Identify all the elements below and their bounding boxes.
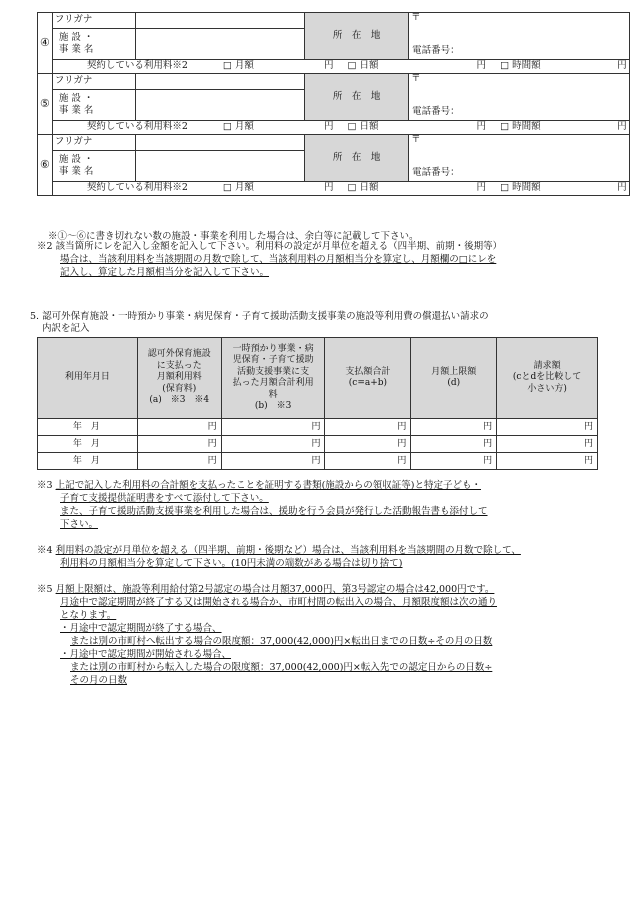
address-field[interactable] [409, 74, 630, 121]
note-3 [37, 479, 602, 531]
furigana-label: フリガナ [52, 135, 135, 151]
note-3-mark: ※3 [37, 480, 53, 491]
note-2-line-2: 場合は、当該利用料を当該期間の月数で除して、当該利用料の月額相当分を算定し、月額欄の□にレを [60, 254, 497, 265]
postal-mark: 〒 [411, 134, 421, 145]
cost-header-3: 支払額合計 (c=a+b) [325, 338, 411, 419]
year-month-cell[interactable]: 年 月 [38, 436, 138, 453]
furigana-label: フリガナ [52, 74, 135, 90]
location-label: 所 在 地 [305, 74, 409, 121]
note-5-line-8: その月の日数 [70, 675, 128, 686]
note-5-line-3: となります。 [60, 610, 117, 621]
monthly-check[interactable]: □ 月額 [222, 60, 254, 72]
contract-label: 契約している利用料※2 [86, 182, 188, 194]
note-5-line-1: 月額上限額は、施設等利用給付第2号認定の場合は月額37,000円、第3号認定の場合は42,000円です。 [55, 584, 495, 595]
note-4-mark: ※4 [37, 545, 53, 556]
cost-header-5: 請求額 (cとdを比較して 小さい方) [497, 338, 598, 419]
table-row [38, 419, 598, 436]
note-4-line-1: 利用料の設定が月単位を超える（四半期、前期・後期など）場合は、当該利用料を当該期間の月数で除して、 [55, 545, 521, 556]
hourly-check[interactable]: □ 時間額 [500, 182, 541, 194]
postal-mark: 〒 [411, 12, 421, 23]
section-5-line-1: 5. 認可外保育施設・一時預かり事業・病児保育・子育て援助活動支援事業の施設等利用費の償還払い請求の [30, 311, 489, 322]
address-field[interactable] [409, 135, 630, 182]
amount-c-cell[interactable]: 円 [325, 419, 411, 436]
note-2-line-3: 記入し、算定した月額相当分を記入して下さい。 [60, 267, 270, 278]
phone-label: 電話番号： [412, 106, 460, 118]
daily-yen: 円 [476, 121, 487, 133]
note-3-line-3: また、子育て援助活動支援事業を利用した場合は、援助を行う会員が発行した活動報告書も添付して [60, 506, 488, 517]
note-5-line-6: ・月途中で認定期間が開始される場合、 [60, 649, 232, 660]
phone-label: 電話番号： [412, 45, 460, 57]
monthly-yen: 円 [323, 182, 334, 194]
year-month-cell[interactable]: 年 月 [38, 419, 138, 436]
note-2-mark: ※2 [37, 241, 53, 252]
contract-label: 契約している利用料※2 [86, 60, 188, 72]
facility-name-input[interactable] [135, 29, 305, 60]
furigana-input[interactable] [135, 135, 305, 151]
note-5-line-2: 月途中で認定期間が終了する又は開始される場合か、市町村間の転出入の場合、月額限度額は次の通り [60, 597, 498, 608]
amount-a-cell[interactable]: 円 [137, 453, 221, 470]
facility-name-input[interactable] [135, 90, 305, 121]
cost-header-0: 利用年月日 [38, 338, 138, 419]
daily-check[interactable]: □ 日額 [347, 121, 379, 133]
note-5-line-7: または別の市町村から転入した場合の限度額：37,000(42,000)円×転入先での認定日からの日数÷ [70, 662, 493, 673]
section-5-line-2: 内訳を記入 [42, 323, 90, 334]
address-field[interactable] [409, 13, 630, 60]
location-label: 所 在 地 [305, 13, 409, 60]
note-3-line-2: 子育て支援提供証明書をすべて添付して下さい。 [60, 493, 269, 504]
monthly-yen: 円 [323, 121, 334, 133]
contract-row [52, 182, 629, 196]
furigana-input[interactable] [135, 13, 305, 29]
note-5-line-5: または別の市町村へ転出する場合の限度額：37,000(42,000)円×転出日までの日数÷その月の日数 [70, 636, 493, 647]
facility-name-label: 施 設 ・ 事 業 名 [52, 151, 135, 182]
contract-row [52, 60, 629, 74]
amount-e-cell[interactable]: 円 [497, 436, 598, 453]
hourly-check[interactable]: □ 時間額 [500, 60, 541, 72]
cost-table [37, 337, 598, 470]
amount-d-cell[interactable]: 円 [411, 419, 497, 436]
hourly-yen: 円 [617, 60, 627, 72]
note-4 [37, 544, 602, 570]
hourly-yen: 円 [617, 121, 627, 133]
note-2 [37, 240, 602, 279]
note-3-line-4: 下さい。 [60, 519, 99, 530]
amount-e-cell[interactable]: 円 [497, 419, 598, 436]
note-5-mark: ※5 [37, 584, 53, 595]
facility-number: ⑤ [38, 74, 53, 135]
cost-header-2: 一時預かり事業・病 児保育・子育て援助 活動支援事業に支 払った月額合計利用 料 (b) ※3 [221, 338, 325, 419]
note-3-line-1: 上記で記入した利用料の合計額を支払ったことを証明する書類(施設からの領収証等)と特定子ども・ [55, 480, 481, 491]
daily-check[interactable]: □ 日額 [347, 182, 379, 194]
note-2-line-1: 該当箇所にレを記入し金額を記入して下さい。利用料の設定が月単位を超える（四半期、前期・後期等） [55, 241, 503, 252]
note-facilities: ※①～⑥に書き切れない数の施設・事業を利用した場合は、余白等に記載して下さい。 [48, 231, 419, 242]
cost-header-1: 認可外保育施設 に支払った 月額利用料 (保育料) (a) ※3 ※4 [137, 338, 221, 419]
amount-a-cell[interactable]: 円 [137, 419, 221, 436]
note-5-line-4: ・月途中で認定期間が終了する場合、 [60, 623, 222, 634]
contract-row [52, 121, 629, 135]
section-5-heading [30, 311, 602, 335]
location-label: 所 在 地 [305, 135, 409, 182]
amount-b-cell[interactable]: 円 [221, 419, 325, 436]
note-5 [37, 583, 602, 687]
furigana-input[interactable] [135, 74, 305, 90]
contract-label: 契約している利用料※2 [86, 121, 188, 133]
note-4-line-2: 利用料の月額相当分を算定して下さい。(10円未満の端数がある場合は切り捨て) [60, 558, 403, 569]
daily-yen: 円 [476, 182, 487, 194]
facility-name-label: 施 設 ・ 事 業 名 [52, 90, 135, 121]
amount-d-cell[interactable]: 円 [411, 436, 497, 453]
monthly-check[interactable]: □ 月額 [222, 182, 254, 194]
year-month-cell[interactable]: 年 月 [38, 453, 138, 470]
hourly-check[interactable]: □ 時間額 [500, 121, 541, 133]
monthly-check[interactable]: □ 月額 [222, 121, 254, 133]
amount-c-cell[interactable]: 円 [325, 436, 411, 453]
furigana-label: フリガナ [52, 13, 135, 29]
daily-yen: 円 [476, 60, 487, 72]
table-row [38, 436, 598, 453]
postal-mark: 〒 [411, 73, 421, 84]
monthly-yen: 円 [323, 60, 334, 72]
daily-check[interactable]: □ 日額 [347, 60, 379, 72]
facility-number: ④ [38, 13, 53, 74]
amount-c-cell[interactable]: 円 [325, 453, 411, 470]
phone-label: 電話番号： [412, 167, 460, 179]
amount-a-cell[interactable]: 円 [137, 436, 221, 453]
facility-number: ⑥ [38, 135, 53, 196]
hourly-yen: 円 [617, 182, 627, 194]
amount-d-cell[interactable]: 円 [411, 453, 497, 470]
facility-table [37, 12, 630, 196]
cost-header-4: 月額上限額 (d) [411, 338, 497, 419]
amount-b-cell[interactable]: 円 [221, 436, 325, 453]
amount-b-cell[interactable]: 円 [221, 453, 325, 470]
amount-e-cell[interactable]: 円 [497, 453, 598, 470]
facility-name-label: 施 設 ・ 事 業 名 [52, 29, 135, 60]
facility-name-input[interactable] [135, 151, 305, 182]
table-row [38, 453, 598, 470]
